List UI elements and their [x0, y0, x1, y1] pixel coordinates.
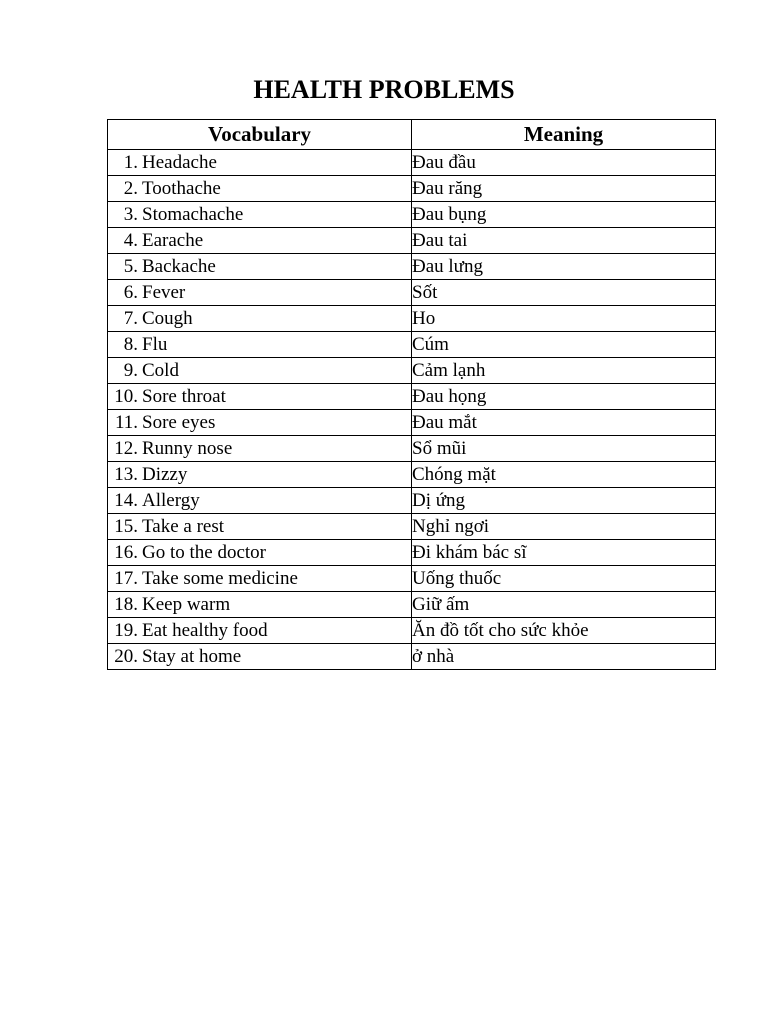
table-row — [108, 358, 716, 384]
vocabulary-cell — [108, 332, 412, 358]
vocabulary-cell — [108, 410, 412, 436]
vocabulary-cell — [108, 514, 412, 540]
vocabulary-term: Sore throat — [142, 386, 226, 407]
row-number: 1. — [123, 152, 138, 173]
vocabulary-term: Stay at home — [142, 646, 242, 667]
vocabulary-term: Take some medicine — [142, 568, 298, 589]
row-number: 15. — [114, 516, 138, 537]
row-number: 11. — [114, 412, 138, 433]
vocabulary-term: Dizzy — [142, 464, 188, 485]
row-number: 4. — [123, 230, 138, 251]
vocabulary-term: Take a rest — [142, 516, 225, 537]
vocabulary-cell — [108, 150, 412, 176]
table-row — [108, 462, 716, 488]
table-row — [108, 540, 716, 566]
row-number: 18. — [114, 594, 138, 615]
meaning-cell: Đau họng — [412, 384, 716, 410]
meaning-cell: Chóng mặt — [412, 462, 716, 488]
vocabulary-cell — [108, 358, 412, 384]
row-number: 20. — [114, 646, 138, 667]
row-number: 3. — [123, 204, 138, 225]
vocabulary-cell — [108, 436, 412, 462]
meaning-cell: Sổ mũi — [412, 436, 716, 462]
meaning-cell: Ăn đồ tốt cho sức khỏe — [412, 618, 716, 644]
column-header-vocabulary: Vocabulary — [108, 120, 412, 150]
row-number: 12. — [114, 438, 138, 459]
meaning-cell: Nghỉ ngơi — [412, 514, 716, 540]
vocabulary-cell — [108, 488, 412, 514]
table-row — [108, 202, 716, 228]
vocabulary-term: Flu — [142, 334, 168, 355]
vocabulary-cell — [108, 254, 412, 280]
table-row — [108, 566, 716, 592]
table-row — [108, 436, 716, 462]
vocabulary-cell — [108, 540, 412, 566]
meaning-cell: Đau răng — [412, 176, 716, 202]
table-row — [108, 410, 716, 436]
meaning-cell: Cảm lạnh — [412, 358, 716, 384]
vocabulary-term: Earache — [142, 230, 204, 251]
row-number: 19. — [114, 620, 138, 641]
row-number: 6. — [123, 282, 138, 303]
table-row — [108, 228, 716, 254]
vocabulary-cell — [108, 592, 412, 618]
vocabulary-term: Fever — [142, 282, 186, 303]
vocabulary-cell — [108, 384, 412, 410]
table-row — [108, 488, 716, 514]
meaning-cell: ở nhà — [412, 644, 716, 670]
table-row — [108, 644, 716, 670]
vocabulary-cell — [108, 566, 412, 592]
table-row — [108, 306, 716, 332]
row-number: 16. — [114, 542, 138, 563]
meaning-cell: Đau bụng — [412, 202, 716, 228]
vocabulary-term: Toothache — [142, 178, 221, 199]
row-number: 7. — [123, 308, 138, 329]
table-row — [108, 618, 716, 644]
meaning-cell: Cúm — [412, 332, 716, 358]
meaning-cell: Đau lưng — [412, 254, 716, 280]
meaning-cell: Uống thuốc — [412, 566, 716, 592]
vocabulary-cell — [108, 228, 412, 254]
row-number: 17. — [114, 568, 138, 589]
table-row — [108, 280, 716, 306]
row-number: 9. — [123, 360, 138, 381]
document-title: HEALTH PROBLEMS — [253, 75, 515, 104]
table-row — [108, 176, 716, 202]
table-row — [108, 592, 716, 618]
vocabulary-term: Cold — [142, 360, 179, 381]
vocabulary-term: Allergy — [142, 490, 200, 511]
meaning-cell: Sốt — [412, 280, 716, 306]
vocabulary-cell — [108, 306, 412, 332]
row-number: 13. — [114, 464, 138, 485]
vocabulary-term: Sore eyes — [142, 412, 216, 433]
vocabulary-cell — [108, 202, 412, 228]
vocabulary-term: Stomachache — [142, 204, 244, 225]
meaning-cell: Ho — [412, 306, 716, 332]
table-row — [108, 384, 716, 410]
meaning-cell: Dị ứng — [412, 488, 716, 514]
vocabulary-cell — [108, 462, 412, 488]
vocabulary-term: Runny nose — [142, 438, 233, 459]
vocabulary-term: Eat healthy food — [142, 620, 268, 641]
vocabulary-term: Headache — [142, 152, 217, 173]
vocabulary-term: Keep warm — [142, 594, 231, 615]
row-number: 2. — [123, 178, 138, 199]
meaning-cell: Đau đầu — [412, 150, 716, 176]
row-number: 8. — [123, 334, 138, 355]
meaning-cell: Đi khám bác sĩ — [412, 540, 716, 566]
vocabulary-cell — [108, 618, 412, 644]
meaning-cell: Đau mắt — [412, 410, 716, 436]
row-number: 5. — [123, 256, 138, 277]
meaning-cell: Đau tai — [412, 228, 716, 254]
table-body — [108, 150, 716, 670]
row-number: 10. — [114, 386, 138, 407]
vocabulary-cell — [108, 644, 412, 670]
row-number: 14. — [114, 490, 138, 511]
vocabulary-cell — [108, 280, 412, 306]
table-row — [108, 254, 716, 280]
meaning-cell: Giữ ấm — [412, 592, 716, 618]
vocabulary-term: Backache — [142, 256, 216, 277]
vocabulary-term: Go to the doctor — [142, 542, 267, 563]
table-row — [108, 514, 716, 540]
table-header-row — [108, 120, 716, 150]
vocabulary-term: Cough — [142, 308, 193, 329]
vocabulary-cell — [108, 176, 412, 202]
table-row — [108, 332, 716, 358]
column-header-meaning: Meaning — [412, 120, 716, 150]
table-row — [108, 150, 716, 176]
vocabulary-table — [107, 119, 716, 670]
